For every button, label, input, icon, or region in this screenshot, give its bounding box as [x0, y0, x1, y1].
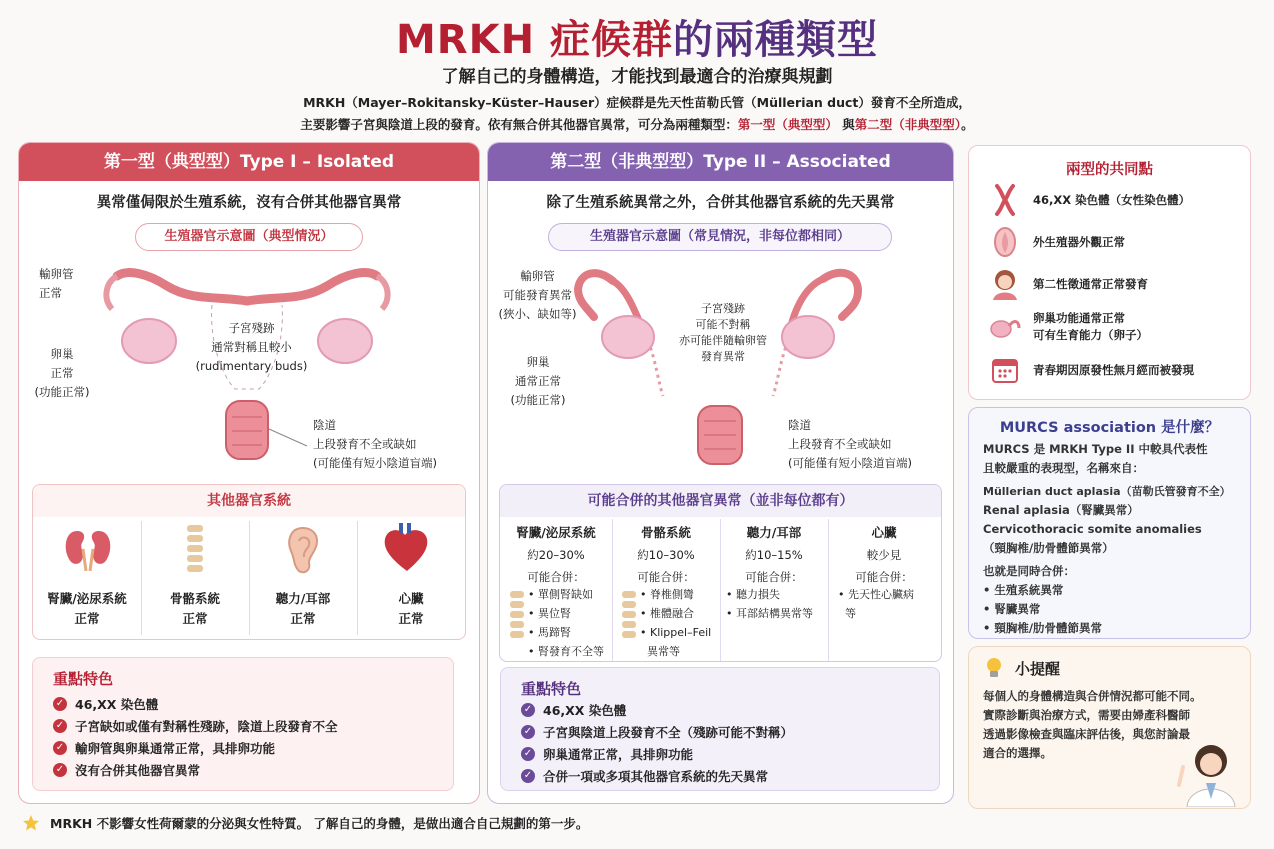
common-item-ovary: 卵巢功能通常正常 可有生育能力（卵子）: [989, 310, 1242, 344]
lightbulb-icon: [985, 657, 1003, 679]
type2-header: 第二型（非典型型）Type II – Associated: [488, 143, 953, 181]
check-icon: ✓: [521, 747, 535, 761]
type2-tube-label: 輸卵管 可能發育異常 (狹小、缺如等): [498, 269, 577, 321]
type2-col-kidney: 腎臟/泌尿系統 約20–30% 可能合併：: [516, 525, 596, 584]
woman-icon: [989, 268, 1021, 300]
type2-col-heart-items: • 先天性心臟病 等: [838, 588, 914, 620]
kidney-icon: [63, 527, 113, 571]
type2-key-item: ✓ 合併一項或多項其他器官系統的先天異常: [521, 766, 768, 786]
murcs-title: MURCS association 是什麼？: [999, 420, 1220, 436]
type2-key-item: ✓ 卵巢通常正常，具排卵功能: [521, 744, 693, 764]
intro-line-2: 主要影響子宮與陰道上段的發育。依有無合併其他器官異常，可分為兩種類型：第一型（典型型） 與第二型（非典型型）。: [300, 117, 974, 132]
type2-other-systems: [499, 484, 942, 662]
star-icon: [22, 814, 40, 832]
check-icon: ✓: [53, 697, 67, 711]
type2-col-ear-items: • 聽力損失 • 耳部結構異常等: [726, 588, 813, 620]
check-icon: ✓: [53, 763, 67, 777]
check-icon: ✓: [521, 725, 535, 739]
type1-organ-skeleton: 骨骼系統 正常: [169, 591, 220, 626]
type2-ovary-label: 卵巢 通常正常 (功能正常): [510, 355, 566, 407]
spine-icon: [620, 589, 638, 645]
type1-key-features: [32, 657, 454, 791]
common-item-genitalia: 外生殖器外觀正常: [989, 226, 1242, 258]
type2-key-item: ✓ 46,XX 染色體: [521, 700, 626, 720]
type2-col-ear: 聽力/耳部 約10–15% 可能合併：: [745, 525, 803, 584]
page-subtitle: 了解自己的身體構造，才能找到最適合的治療與規劃: [441, 67, 833, 87]
spine-icon: [508, 589, 526, 645]
check-icon: ✓: [521, 769, 535, 783]
common-item-secondary-sex: 第二性徵通常正常發育: [989, 268, 1242, 300]
type1-key-item: ✓ 輸卵管與卵巢通常正常，具排卵功能: [53, 738, 275, 758]
ear-icon: [283, 525, 323, 575]
type2-col-heart: 心臟 較少見 可能合併：: [855, 525, 913, 584]
type1-lead: 異常僅侷限於生殖系統，沒有合併其他器官異常: [96, 195, 402, 211]
type1-other-title: 其他器官系統: [33, 485, 465, 517]
intro-line-1: MRKH（Mayer–Rokitansky–Küster–Hauser）症候群是先天性苗勒氏管（Müllerian duct）發育不全所造成，: [303, 95, 971, 110]
heart-icon: [381, 521, 433, 575]
type1-tube-label: 輸卵管 正常: [39, 267, 74, 300]
footer: MRKH 不影響女性荷爾蒙的分泌與女性特質。 了解自己的身體，是做出適合自己規劃的第一步。: [22, 814, 588, 832]
type2-uterus-label: 子宮殘跡 可能不對稱 亦可能伴隨輸卵管 發育異常: [679, 302, 767, 363]
type1-other-systems: [32, 484, 466, 640]
type1-vagina-label: 陰道 上段發育不全或缺如 (可能僅有短小陰道盲端): [313, 418, 437, 470]
murcs-panel: [968, 407, 1251, 639]
type1-organ-heart: 心臟 正常: [398, 591, 424, 626]
page-title: MRKH 症候群的兩種類型: [395, 17, 878, 63]
type1-organ-ear: 聽力/耳部 正常: [275, 591, 331, 626]
tip-header: 小提醒: [985, 657, 1060, 679]
spine-icon: [183, 523, 207, 581]
type1-uterus-label: 子宮殘跡 通常對稱且較小 (rudimentary buds): [195, 321, 308, 373]
type2-lead: 除了生殖系統異常之外，合併其他器官系統的先天異常: [546, 195, 895, 211]
ovary-icon: [989, 311, 1021, 343]
type2-diagram-pill: 生殖器官示意圖（常見情況，非每位都相同）: [548, 223, 892, 251]
type2-col-skeleton-items: • 脊椎側彎 • 椎體融合 • Klippel–Feil 異常等: [640, 588, 712, 658]
type2-vagina-label: 陰道 上段發育不全或缺如 (可能僅有短小陰道盲端): [788, 418, 912, 470]
murcs-text: MURCS 是 MRKH Type II 中較具代表性 且較嚴重的表現型，名稱來自： Müllerian duct aplasia（苗勒氏管發育不全） Renal aplasia（腎臟異常） Cervicothoracic somite anomalies （頸胸椎/肋骨體節異常） 也就是同時合併： • 生殖系統異常 • 腎臟異常 • 頸胸椎/肋骨體節異常: [983, 442, 1231, 635]
common-title: 兩型的共同點: [1066, 162, 1153, 178]
tip-text: 每個人的身體構造與合併情況都可能不同。 實際診斷與治療方式，需要由婦產科醫師 透過影像檢查與臨床評估後，與您討論最 適合的選擇。: [983, 689, 1202, 760]
type1-key-item: ✓ 子宮缺如或僅有對稱性殘跡，陰道上段發育不全: [53, 716, 338, 736]
tip-panel: [968, 646, 1251, 809]
type2-other-title: 可能合併的其他器官異常（並非每位都有）: [500, 485, 941, 517]
common-item-chromosome: 46,XX 染色體（女性染色體）: [989, 184, 1242, 216]
type2-key-features: [500, 667, 940, 791]
calendar-icon: [989, 354, 1021, 386]
type2-col-kidney-items: • 單側腎缺如 • 異位腎 • 馬蹄腎 • 腎發育不全等: [528, 588, 604, 658]
type2-key-title: 重點特色: [521, 680, 582, 698]
doctor-icon: [1173, 737, 1243, 807]
common-item-calendar: 青春期因原發性無月經而被發現: [989, 354, 1242, 386]
chromosome-icon: [989, 184, 1021, 216]
type1-ovary-label: 卵巢 正常 (功能正常): [34, 347, 90, 399]
type1-header: 第一型（典型型）Type I – Isolated: [19, 143, 479, 181]
type1-organ-kidney: 腎臟/泌尿系統 正常: [47, 591, 127, 626]
type2-key-item: ✓ 子宮與陰道上段發育不全（殘跡可能不對稱）: [521, 722, 793, 742]
type1-key-item: ✓ 沒有合併其他器官異常: [53, 760, 200, 780]
type1-key-title: 重點特色: [53, 670, 114, 688]
external-genitalia-icon: [989, 226, 1021, 258]
type1-diagram-pill: 生殖器官示意圖（典型情況）: [135, 223, 363, 251]
check-icon: ✓: [53, 741, 67, 755]
check-icon: ✓: [53, 719, 67, 733]
check-icon: ✓: [521, 703, 535, 717]
type1-key-item: ✓ 46,XX 染色體: [53, 694, 158, 714]
common-features-panel: [968, 145, 1251, 400]
type2-col-skeleton: 骨骼系統 約10–30% 可能合併：: [637, 525, 695, 584]
